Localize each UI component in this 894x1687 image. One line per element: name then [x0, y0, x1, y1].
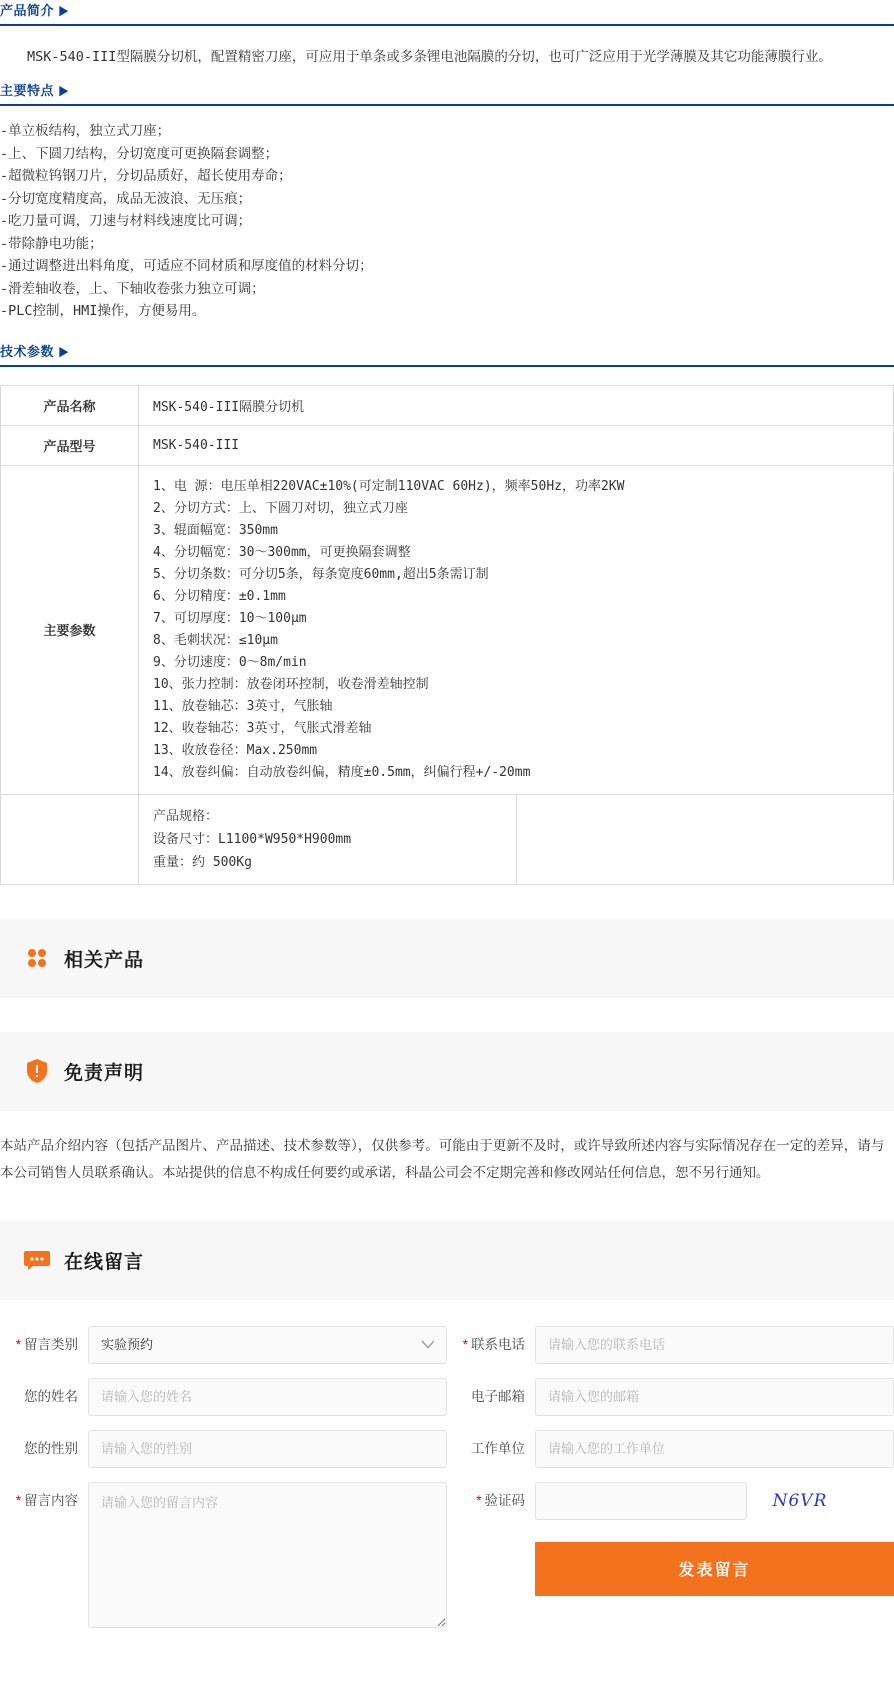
- spec-value-empty: [516, 794, 894, 884]
- captcha-input[interactable]: [535, 1482, 747, 1520]
- spec-label-empty: [1, 794, 139, 884]
- section-header-features: [0, 80, 894, 106]
- chevron-right-icon: ▶: [58, 86, 70, 98]
- label-gender: 您的性别: [24, 1440, 78, 1456]
- feature-line: -吃刀量可调，刀速与材料线速度比可调；: [0, 213, 252, 229]
- label-email: 电子邮箱: [471, 1388, 525, 1404]
- spec-line: 产品规格：: [153, 808, 219, 824]
- chat-icon: [24, 1247, 50, 1273]
- chevron-right-icon: ▶: [58, 346, 70, 359]
- feature-line: -分切宽度精度高，成品无波浪、无压痕；: [0, 190, 252, 207]
- message-form-panel-header: [0, 1221, 894, 1300]
- required-marker: *: [462, 1336, 468, 1352]
- disclaimer-panel: [0, 1032, 894, 1111]
- param-line: 9、分切速度：0～8m/min: [153, 654, 307, 670]
- feature-line: -单立板结构，独立式刀座；: [0, 123, 171, 139]
- param-line: 1、电 源：电压单相220VAC±10%(可定制110VAC 60Hz)，频率50Hz，功率2KW: [153, 478, 625, 494]
- label-category-text: 留言类别: [24, 1336, 78, 1352]
- label-company: 工作单位: [471, 1440, 525, 1456]
- field-category: [0, 1326, 447, 1364]
- form-row: [0, 1326, 894, 1364]
- feature-line: -带除静电功能；: [0, 235, 103, 252]
- shield-icon: [24, 1058, 50, 1084]
- four-squares-icon: [24, 945, 50, 971]
- required-marker: *: [476, 1492, 482, 1508]
- param-line: 10、张力控制：放卷闭环控制，收卷滑差轴控制: [153, 676, 429, 692]
- spec-table-wrapper: [0, 367, 894, 885]
- feature-line: -PLC控制，HMI操作，方便易用。: [0, 303, 206, 319]
- spec-value-product-spec: [139, 794, 517, 884]
- field-company: [447, 1430, 894, 1468]
- name-input[interactable]: [88, 1378, 447, 1416]
- param-line: 12、收卷轴芯：3英寸，气胀式滑差轴: [153, 720, 372, 736]
- phone-input[interactable]: [535, 1326, 894, 1364]
- submit-message-button[interactable]: 发表留言: [535, 1542, 894, 1596]
- disclaimer-title: 免责声明: [64, 1062, 145, 1084]
- feature-line: -滑差轴收卷，上、下轴收卷张力独立可调；: [0, 280, 265, 297]
- field-gender: [0, 1430, 447, 1468]
- label-phone: [447, 1326, 535, 1364]
- field-email: [447, 1378, 894, 1416]
- chevron-right-icon: ▶: [58, 6, 70, 18]
- disclaimer-text: 本站产品介绍内容（包括产品图片、产品描述、技术参数等），仅供参考。可能由于更新不及时，或许导致所述内容与实际情况存在一定的差异，请与本公司销售人员联系确认。本站提供的信息不构成任何要约或承诺，科晶公司会不定期完善和修改网站任何信息，恕不另行通知。: [0, 1137, 885, 1181]
- feature-line: -上、下圆刀结构，分切宽度可更换隔套调整；: [0, 145, 279, 162]
- intro-body: [0, 26, 894, 80]
- field-content: [0, 1482, 447, 1633]
- param-line: 3、辊面幅宽：350mm: [153, 522, 278, 538]
- section-title-features: 主要特点: [0, 83, 55, 98]
- label-name: 您的姓名: [24, 1388, 78, 1404]
- spec-table: [0, 385, 894, 885]
- feature-line: -通过调整进出料角度，可适应不同材质和厚度值的材料分切；: [0, 258, 373, 274]
- form-row: [0, 1482, 894, 1633]
- message-form-title: 在线留言: [64, 1251, 145, 1273]
- intro-paragraph: MSK-540-III型隔膜分切机，配置精密刀座，可应用于单条或多条锂电池隔膜的分切，也可广泛应用于光学薄膜及其它功能薄膜行业。: [27, 49, 832, 65]
- field-name: [0, 1378, 447, 1416]
- section-header-intro: [0, 0, 894, 26]
- label-content-text: 留言内容: [24, 1492, 78, 1508]
- param-line: 6、分切精度：±0.1mm: [153, 588, 286, 604]
- required-marker: *: [15, 1492, 21, 1508]
- param-line: 13、收放卷径：Max.250mm: [153, 742, 318, 758]
- section-header-specs: [0, 341, 894, 367]
- section-title-intro: 产品简介: [0, 3, 55, 18]
- spec-value-product-name: MSK-540-III隔膜分切机: [139, 385, 894, 425]
- field-phone: [447, 1326, 894, 1364]
- category-select[interactable]: [88, 1326, 447, 1364]
- spec-label-main-params: 主要参数: [1, 465, 139, 794]
- param-line: 2、分切方式：上、下圆刀对切，独立式刀座: [153, 500, 408, 516]
- spec-label-product-name: 产品名称: [1, 385, 139, 425]
- captcha-and-submit: [447, 1482, 894, 1633]
- features-list: [0, 106, 894, 341]
- param-line: 7、可切厚度：10～100μm: [153, 610, 307, 626]
- captcha-image[interactable]: N6VR: [772, 1490, 828, 1511]
- label-content: [0, 1482, 88, 1520]
- company-input[interactable]: [535, 1430, 894, 1468]
- spec-line: 重量：约 500Kg: [153, 854, 252, 870]
- spec-line: 设备尺寸：L1100*W950*H900mm: [153, 831, 352, 847]
- content-textarea[interactable]: [88, 1482, 447, 1628]
- related-products-title: 相关产品: [64, 949, 145, 971]
- table-row: [1, 425, 894, 465]
- form-row: [0, 1430, 894, 1468]
- spec-value-main-params: [139, 465, 894, 794]
- label-phone-text: 联系电话: [471, 1336, 525, 1352]
- label-category: [0, 1326, 88, 1364]
- param-line: 14、放卷纠偏：自动放卷纠偏，精度±0.5mm，纠偏行程+/-20mm: [153, 764, 531, 780]
- label-captcha-text: 验证码: [484, 1492, 525, 1508]
- param-line: 8、毛刺状况：≤10μm: [153, 632, 278, 648]
- spec-label-product-model: 产品型号: [1, 425, 139, 465]
- field-captcha: [447, 1482, 894, 1520]
- feature-line: -超微粒钨钢刀片，分切品质好，超长使用寿命；: [0, 168, 292, 184]
- param-line: 4、分切幅宽：30～300mm，可更换隔套调整: [153, 544, 411, 560]
- related-products-panel: [0, 919, 894, 998]
- table-row: [1, 794, 894, 884]
- required-marker: *: [15, 1336, 21, 1352]
- label-captcha: [447, 1482, 535, 1520]
- param-line: 11、放卷轴芯：3英寸，气胀轴: [153, 698, 333, 714]
- spec-value-product-model: MSK-540-III: [139, 425, 894, 465]
- table-row: [1, 465, 894, 794]
- message-form: [0, 1326, 894, 1687]
- param-line: 5、分切条数：可分切5条，每条宽度60mm,超出5条需订制: [153, 566, 489, 582]
- email-input[interactable]: [535, 1378, 894, 1416]
- form-row: [0, 1378, 894, 1416]
- gender-input[interactable]: [88, 1430, 447, 1468]
- table-row: [1, 385, 894, 425]
- section-title-specs: 技术参数: [0, 343, 55, 359]
